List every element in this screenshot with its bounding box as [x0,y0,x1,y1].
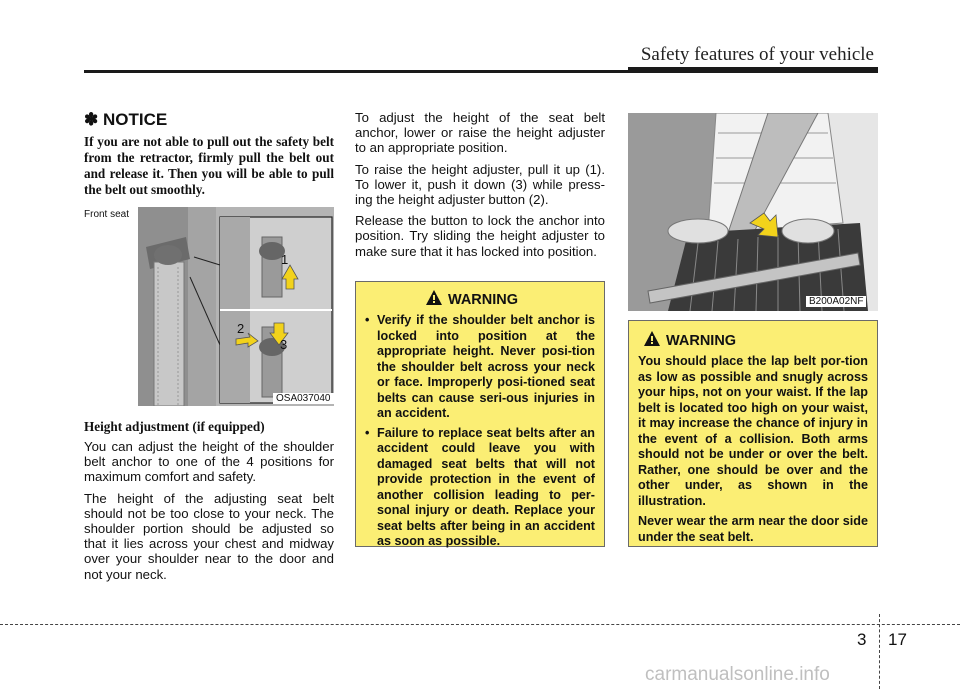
header-title: Safety features of your vehicle [640,44,874,65]
notice-heading: ✽ NOTICE [84,110,168,129]
left-column [84,110,334,198]
figure1-label: Front seat [84,209,130,220]
warning-title-text-2: WARNING [666,332,737,349]
adjust-paragraph-1: To adjust the height of the seat belt anchor, lower or raise the height adjuster to an appropriate position. [355,110,605,156]
height-paragraph-2: The height of the adjusting seat belt should not be too close to your neck. The shoulder portion should be adjusted so that it lies across your chest and midway over your shoulder near to the door and not your neck. [84,490,334,582]
warning-title-text-1: WARNING [447,291,519,308]
page-number: 17 [888,630,907,649]
warning-triangle-icon [426,290,442,309]
adjust-paragraph-3: Release the button to lock the anchor into position. Try sliding the height adjuster to make sure that it has locked into position. [355,213,605,259]
marker-3: 3 [280,337,288,352]
warning2-paragraph-2: Never wear the arm near the door side under the seat belt. [638,514,868,544]
warning-box-1 [355,281,605,547]
header-rule-accent [628,67,878,73]
seatbelt-height-figure [138,207,334,406]
warning-title-2 [644,331,868,350]
watermark: carmanualsonline.info [645,664,830,685]
warning-triangle-icon [644,331,660,350]
warning-item: • Failure to replace seat belts after an accident could leave you with damaged seat belts that will not provide protection in the event of another collision leading to per-sonal injury or death. Replace your seat belts after being in an accident as soon as possible. [365,426,595,550]
warning2-paragraph-1: You should place the lap belt por-tion as low as possible and snugly across your hips, not on your waist. If the lap belt is located too high on your waist, it may increase the chance of injury in the event of a collision. Both arms should not be under or over the belt. Rather, one should be over and the other under, as shown in the illustration. [638,354,868,508]
warning-item: • Verify if the shoulder belt anchor is locked into position at the appropriate height. Never posi-tion the shoulder belt across your neck or face. Improperly posi-tioned seat belts can cause seri-ous injuries in an accident. [365,313,595,422]
adjust-paragraph-2: To raise the height adjuster, pull it up (1). To lower it, push it down (3) while press-ing the height adjuster button (2). [355,161,605,208]
chapter-number: 3 [857,630,867,649]
figure2-code: B200A02NF [806,296,866,307]
figure1-code: OSA037040 [273,393,334,404]
lap-belt-figure [628,113,878,311]
page-number-divider [879,614,880,689]
warning-title-1 [349,290,595,309]
height-paragraph-1: You can adjust the height of the shoulder belt anchor to one of the 4 positions for maximum comfort and safety. [84,439,334,485]
warning-list-1 [365,313,595,550]
marker-2: 2 [237,321,245,336]
marker-1: 1 [281,252,289,267]
footer-rule [0,624,960,625]
height-adjustment-heading: Height adjustment (if equipped) [84,419,265,434]
notice-body: If you are not able to pull out the safety belt from the retractor, firmly pull the belt out and release it. Then you will be able to pull the belt out smoothly. [84,134,334,197]
middle-column [355,110,605,265]
warning-box-2 [628,320,878,547]
height-adjustment-section [84,419,334,588]
